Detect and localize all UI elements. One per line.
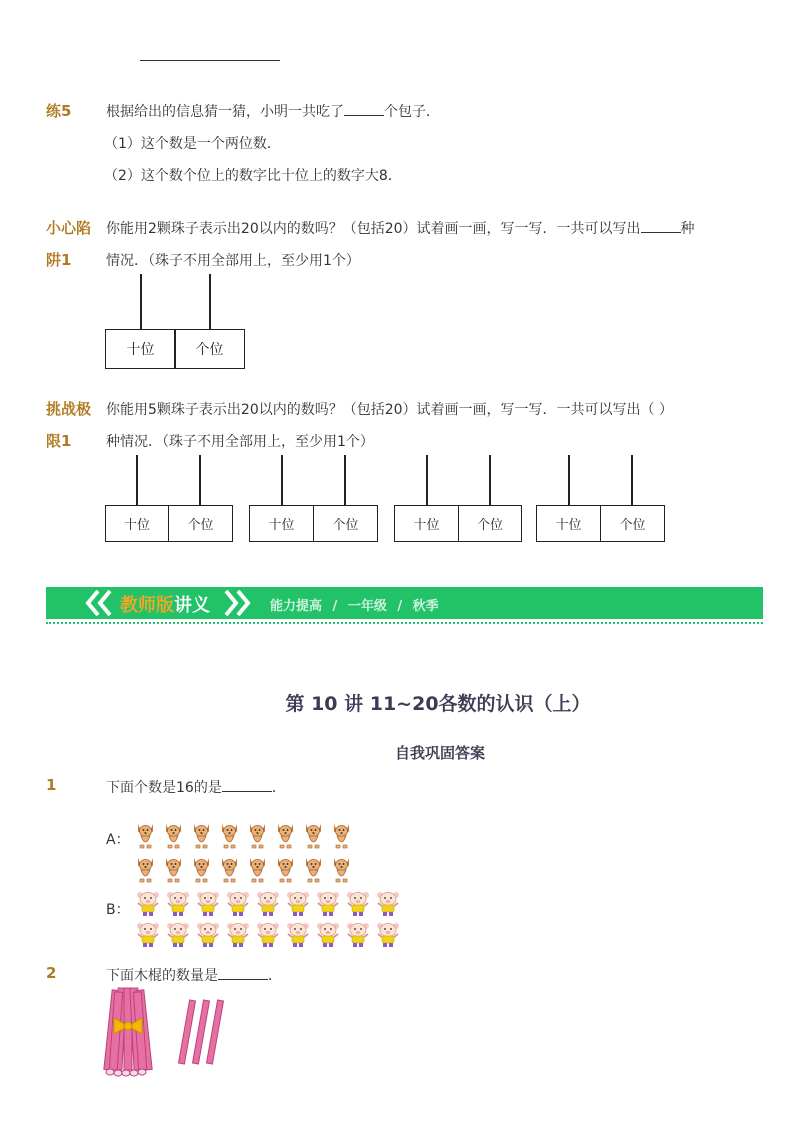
ones-place-box: 个位 (600, 505, 665, 542)
banner-title-b: 讲义 (174, 595, 210, 616)
ex5-question-tail: 个包子． (384, 104, 440, 120)
pig-icon (195, 889, 221, 921)
abacus-rod (136, 455, 138, 505)
ones-place-box: 个位 (313, 505, 378, 542)
q2-text-main: 下面木棍的数量是 (106, 968, 218, 984)
pig-icon (165, 889, 191, 921)
puppy-icon (331, 854, 352, 888)
pig-icon (285, 889, 311, 921)
q2-number: 2 (46, 964, 57, 982)
tens-place-box: 十位 (105, 505, 169, 542)
pig-icon (195, 920, 221, 952)
pig-icon (225, 889, 251, 921)
pig-icon (165, 920, 191, 952)
ex5-question (106, 101, 440, 121)
puppy-icon (191, 854, 212, 888)
puppy-icon (135, 854, 156, 888)
pig-icon (255, 920, 281, 952)
q2-text-tail: ． (268, 968, 282, 984)
banner-tag: 一年级 (347, 599, 387, 614)
tens-place-box: 十位 (536, 505, 601, 542)
banner-title-a: 教师版 (120, 595, 174, 616)
abacus-rod (568, 455, 570, 505)
ex5-label: 练5 (46, 102, 72, 120)
puppy-icon (275, 854, 296, 888)
pig-icon (255, 889, 281, 921)
q1-answer-blank[interactable] (222, 777, 272, 792)
q1-option-a-label: A： (106, 832, 130, 848)
challenge1-label-a: 挑战极 (46, 400, 92, 418)
puppy-icon (163, 820, 184, 854)
q1-number: 1 (46, 776, 57, 794)
loose-sticks-image (178, 998, 228, 1068)
lesson-subtitle: 自我巩固答案 (394, 744, 485, 762)
double-chevron-right-icon (222, 589, 254, 617)
trap1-label-a: 小心陷 (46, 219, 92, 237)
abacus-rod (631, 455, 633, 505)
option-b-row (135, 889, 401, 921)
ones-place-box: 个位 (174, 329, 245, 369)
q1-text-tail: ． (271, 780, 286, 796)
banner-tag: 能力提高 (270, 599, 323, 614)
trap1-line-2: 情况．（珠子不用全部用上，至少用1个） (106, 253, 360, 269)
challenge1-line-1: 你能用5颗珠子表示出20以内的数吗？（包括20）试着画一画，写一写．一共可以写出（ ） (106, 402, 673, 418)
trap1-label-b: 阱1 (46, 251, 72, 269)
puppy-icon (303, 854, 324, 888)
q2-answer-blank[interactable] (218, 965, 268, 980)
ex5-answer-blank[interactable] (344, 101, 384, 116)
top-answer-line (140, 60, 280, 61)
option-a-row (135, 854, 352, 888)
abacus-rod (426, 455, 428, 505)
abacus-rod (199, 455, 201, 505)
pig-icon (315, 920, 341, 952)
trap1-line-1 (106, 218, 695, 238)
pig-icon (345, 889, 371, 921)
q1-option-b-label: B： (106, 902, 130, 918)
q1-text-main: 下面个数是16的是 (106, 780, 222, 796)
tens-place-box: 十位 (394, 505, 459, 542)
puppy-icon (191, 820, 212, 854)
ex5-question-text: 根据给出的信息猜一猜，小明一共吃了 (106, 104, 344, 120)
abacus-rod (209, 274, 211, 329)
trap1-line-1-text: 你能用2颗珠子表示出20以内的数吗？（包括20）试着画一画，写一写．一共可以写出 (106, 221, 641, 237)
trap1-answer-blank[interactable] (641, 218, 681, 233)
pig-icon (225, 920, 251, 952)
lecture-banner (46, 587, 763, 619)
pig-icon (375, 920, 401, 952)
banner-tag-separator: / (332, 599, 338, 614)
banner-title (120, 591, 210, 617)
lesson-title: 第 10 讲 11~20各数的认识（上） (285, 693, 591, 715)
abacus-rod (344, 455, 346, 505)
abacus-rod (140, 274, 142, 329)
trap1-line-1-tail: 种 (680, 221, 695, 237)
tens-place-box: 十位 (105, 329, 176, 369)
puppy-icon (275, 820, 296, 854)
banner-dotted-divider (46, 622, 763, 624)
challenge1-line-2: 种情况．（珠子不用全部用上，至少用1个） (106, 434, 374, 450)
challenge1-label-b: 限1 (46, 432, 72, 450)
pig-icon (345, 920, 371, 952)
ex5-clue-2: （2）这个数个位上的数字比十位上的数字大8． (104, 168, 402, 184)
abacus-rod (489, 455, 491, 505)
banner-tags (270, 595, 439, 614)
puppy-icon (219, 854, 240, 888)
abacus-rod (281, 455, 283, 505)
puppy-icon (135, 820, 156, 854)
puppy-icon (163, 854, 184, 888)
ones-place-box: 个位 (458, 505, 522, 542)
banner-tag-separator: / (397, 599, 403, 614)
ex5-clue-1: （1）这个数是一个两位数． (104, 136, 281, 152)
option-b-row (135, 920, 401, 952)
q2-text (106, 965, 282, 985)
puppy-icon (219, 820, 240, 854)
puppy-icon (303, 820, 324, 854)
stick-bundle-image (100, 986, 160, 1078)
pig-icon (285, 920, 311, 952)
pig-icon (315, 889, 341, 921)
pig-icon (375, 889, 401, 921)
puppy-icon (331, 820, 352, 854)
puppy-icon (247, 820, 268, 854)
tens-place-box: 十位 (249, 505, 314, 542)
pig-icon (135, 889, 161, 921)
ones-place-box: 个位 (168, 505, 233, 542)
pig-icon (135, 920, 161, 952)
puppy-icon (247, 854, 268, 888)
banner-tag: 秋季 (412, 599, 439, 614)
option-a-row (135, 820, 352, 854)
double-chevron-left-icon (84, 589, 116, 617)
q1-text (106, 777, 286, 797)
